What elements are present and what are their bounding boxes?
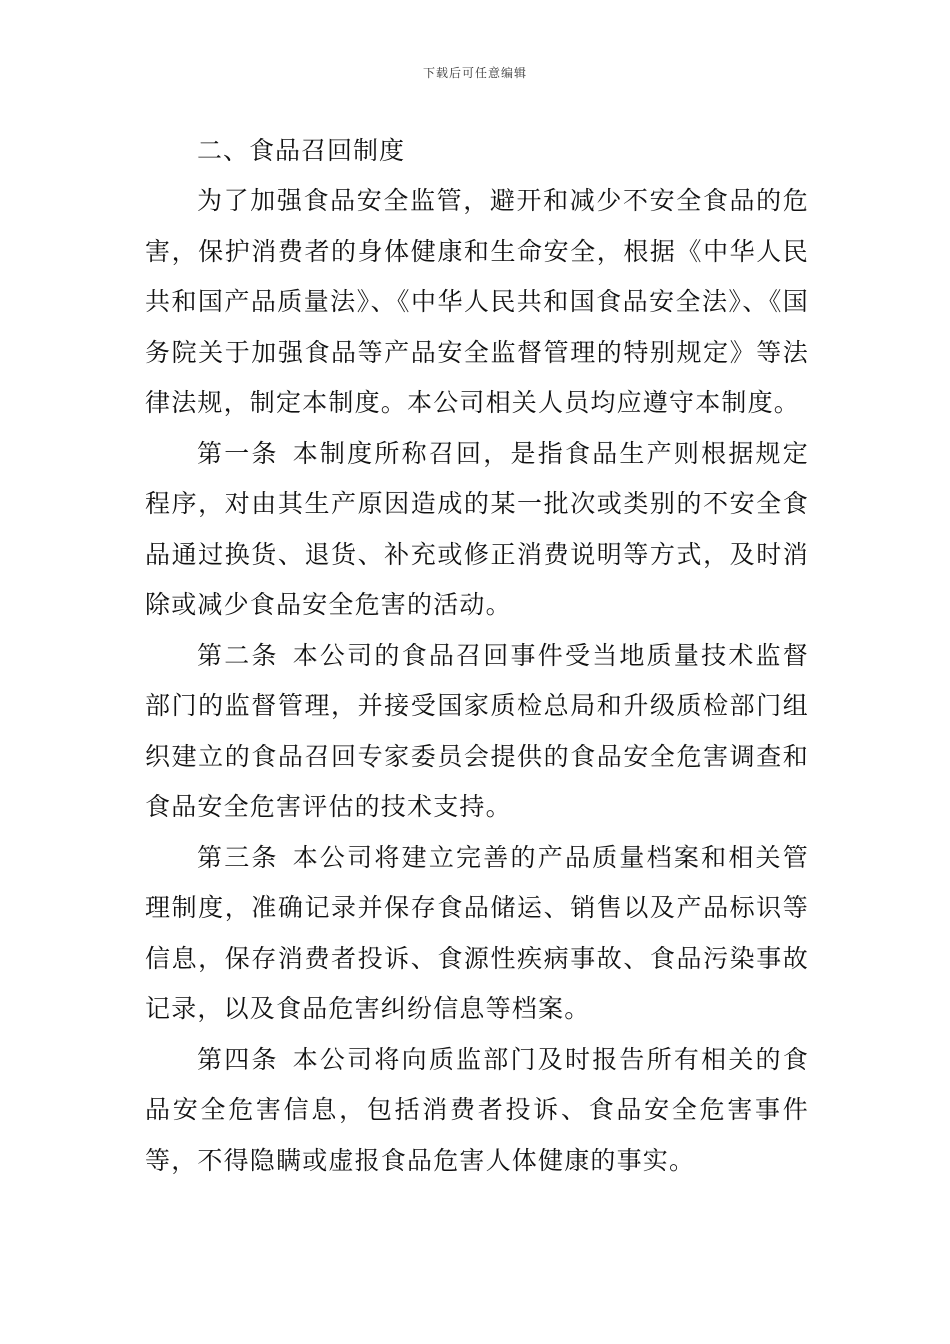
intro-paragraph: 为了加强食品安全监管，避开和减少不安全食品的危害，保护消费者的身体健康和生命安全，根据《中华人民共和国产品质量法》、《中华人民共和国食品安全法》、《国务院关于加强食品等产品安全监督管理的特别规定》等法律法规，制定本制度。本公司相关人员均应遵守本制度。 [145,186,809,417]
article-3 [145,833,809,1035]
article-4-text: 本公司将向质监部门及时报告所有相关的食品安全危害信息，包括消费者投诉、食品安全危害事件等，不得隐瞒或虚报食品危害人体健康的事实。 [145,1044,809,1175]
article-4 [145,1035,809,1187]
document-body [145,126,809,1186]
article-2 [145,631,809,833]
article-2-text: 本公司的食品召回事件受当地质量技术监督部门的监督管理，并接受国家质检总局和升级质检部门组织建立的食品召回专家委员会提供的食品安全危害调查和食品安全危害评估的技术支持。 [145,640,809,821]
section-title: 二、食品召回制度 [197,136,406,165]
article-2-label: 第二条 [197,640,279,670]
article-1 [145,429,809,631]
article-1-label: 第一条 [197,438,279,468]
article-3-label: 第三条 [197,842,279,872]
article-1-text: 本制度所称召回，是指食品生产则根据规定程序，对由其生产原因造成的某一批次或类别的不安全食品通过换货、退货、补充或修正消费说明等方式，及时消除或减少食品安全危害的活动。 [145,438,809,619]
article-4-label: 第四条 [197,1044,279,1074]
article-3-text: 本公司将建立完善的产品质量档案和相关管理制度，准确记录并保存食品储运、销售以及产品标识等信息，保存消费者投诉、食源性疾病事故、食品污染事故记录，以及食品危害纠纷信息等档案。 [145,842,809,1023]
header-note: 下载后可任意编辑 [422,66,527,80]
